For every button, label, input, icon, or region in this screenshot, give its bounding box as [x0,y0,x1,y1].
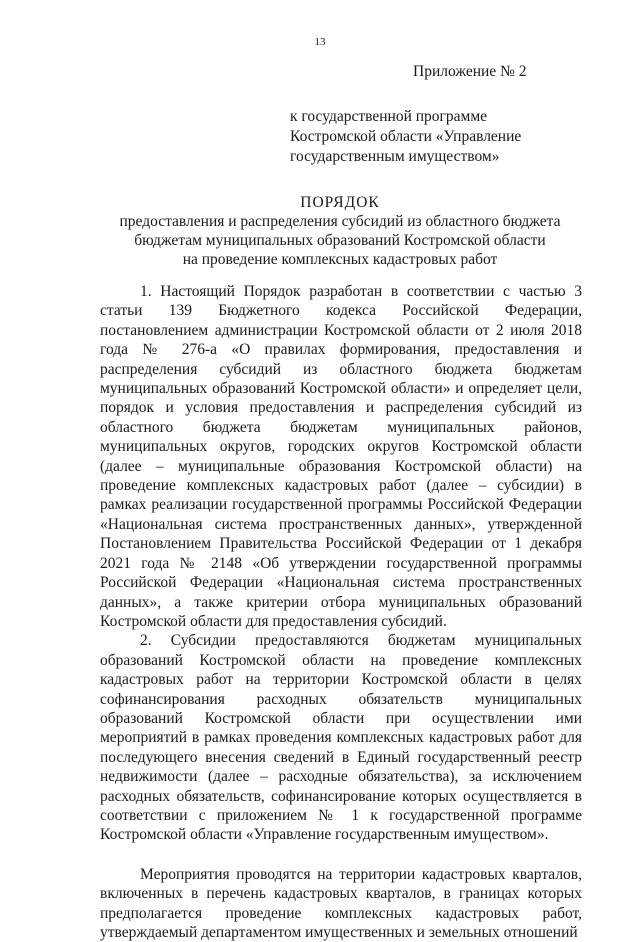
annex-line: государственным имуществом» [290,148,500,165]
document-subtitle-line: бюджетам муниципальных образований Костромской области [134,232,546,249]
document-subtitle-line: на проведение комплексных кадастровых работ [182,251,498,268]
document-subtitle-line: предоставления и распределения субсидий из областного бюджета [119,213,561,230]
paragraph-1: 1. Настоящий Порядок разработан в соответствии с частью 3 статьи 139 Бюджетного кодекса Российской Федерации, постановлением администрации Костромской области от 2 июля 2018 года № 276-а «О правилах формирования, предоставления и распределения субсидий из областного бюджета бюджетам муниципальных образований Костромской области» и определяет цели, порядок и условия предоставления и распределения субсидий из областного бюджета бюджетам муниципальных районов, муниципальных округов, городских округов Костромской области (далее – муниципальные образования Костромской области) на проведение комплексных кадастровых работ (далее – субсидии) в рамках реализации государственной программы Российской Федерации «Национальная система пространственных данных», утвержденной Постановлением Правительства Российской Федерации от 1 декабря 2021 года № 2148 «Об утверждении государственной программы Российской Федерации «Национальная система пространственных данных», а также критерии отбора муниципальных образований Костромской области для предоставления субсидий. [100,283,582,630]
document-body [100,282,582,942]
annex-title: Приложение № 2 [413,63,527,80]
document-title: ПОРЯДОК [300,194,380,211]
annex-subtitle [0,107,522,167]
annex-line: к государственной программе [290,108,488,125]
page-number: 13 [314,36,326,48]
annex-line: Костромской области «Управление [290,128,522,145]
paragraph-2: 2. Субсидии предоставляются бюджетам муниципальных образований Костромской области на проведение комплексных кадастровых работ на территории Костромской области в целях софинансирования расходных обязательств муниципальных образований Костромской области при осуществлении ими мероприятий в рамках проведения комплексных кадастровых работ для последующего внесения сведений в Единый государственный реестр недвижимости (далее – расходные обязательства), за исключением расходных обязательств, софинансирование которых осуществляется в соответствии с приложением № 1 к государственной программе Костромской области «Управление государственным имуществом». [100,632,582,844]
paragraph-3: Мероприятия проводятся на территории кадастровых кварталов, включенных в перечень кадастровых кварталов, в границах которых предполагается проведение комплексных кадастровых работ, утверждаемый департаментом имущественных и земельных отношений [100,865,582,941]
document-heading [100,193,580,269]
